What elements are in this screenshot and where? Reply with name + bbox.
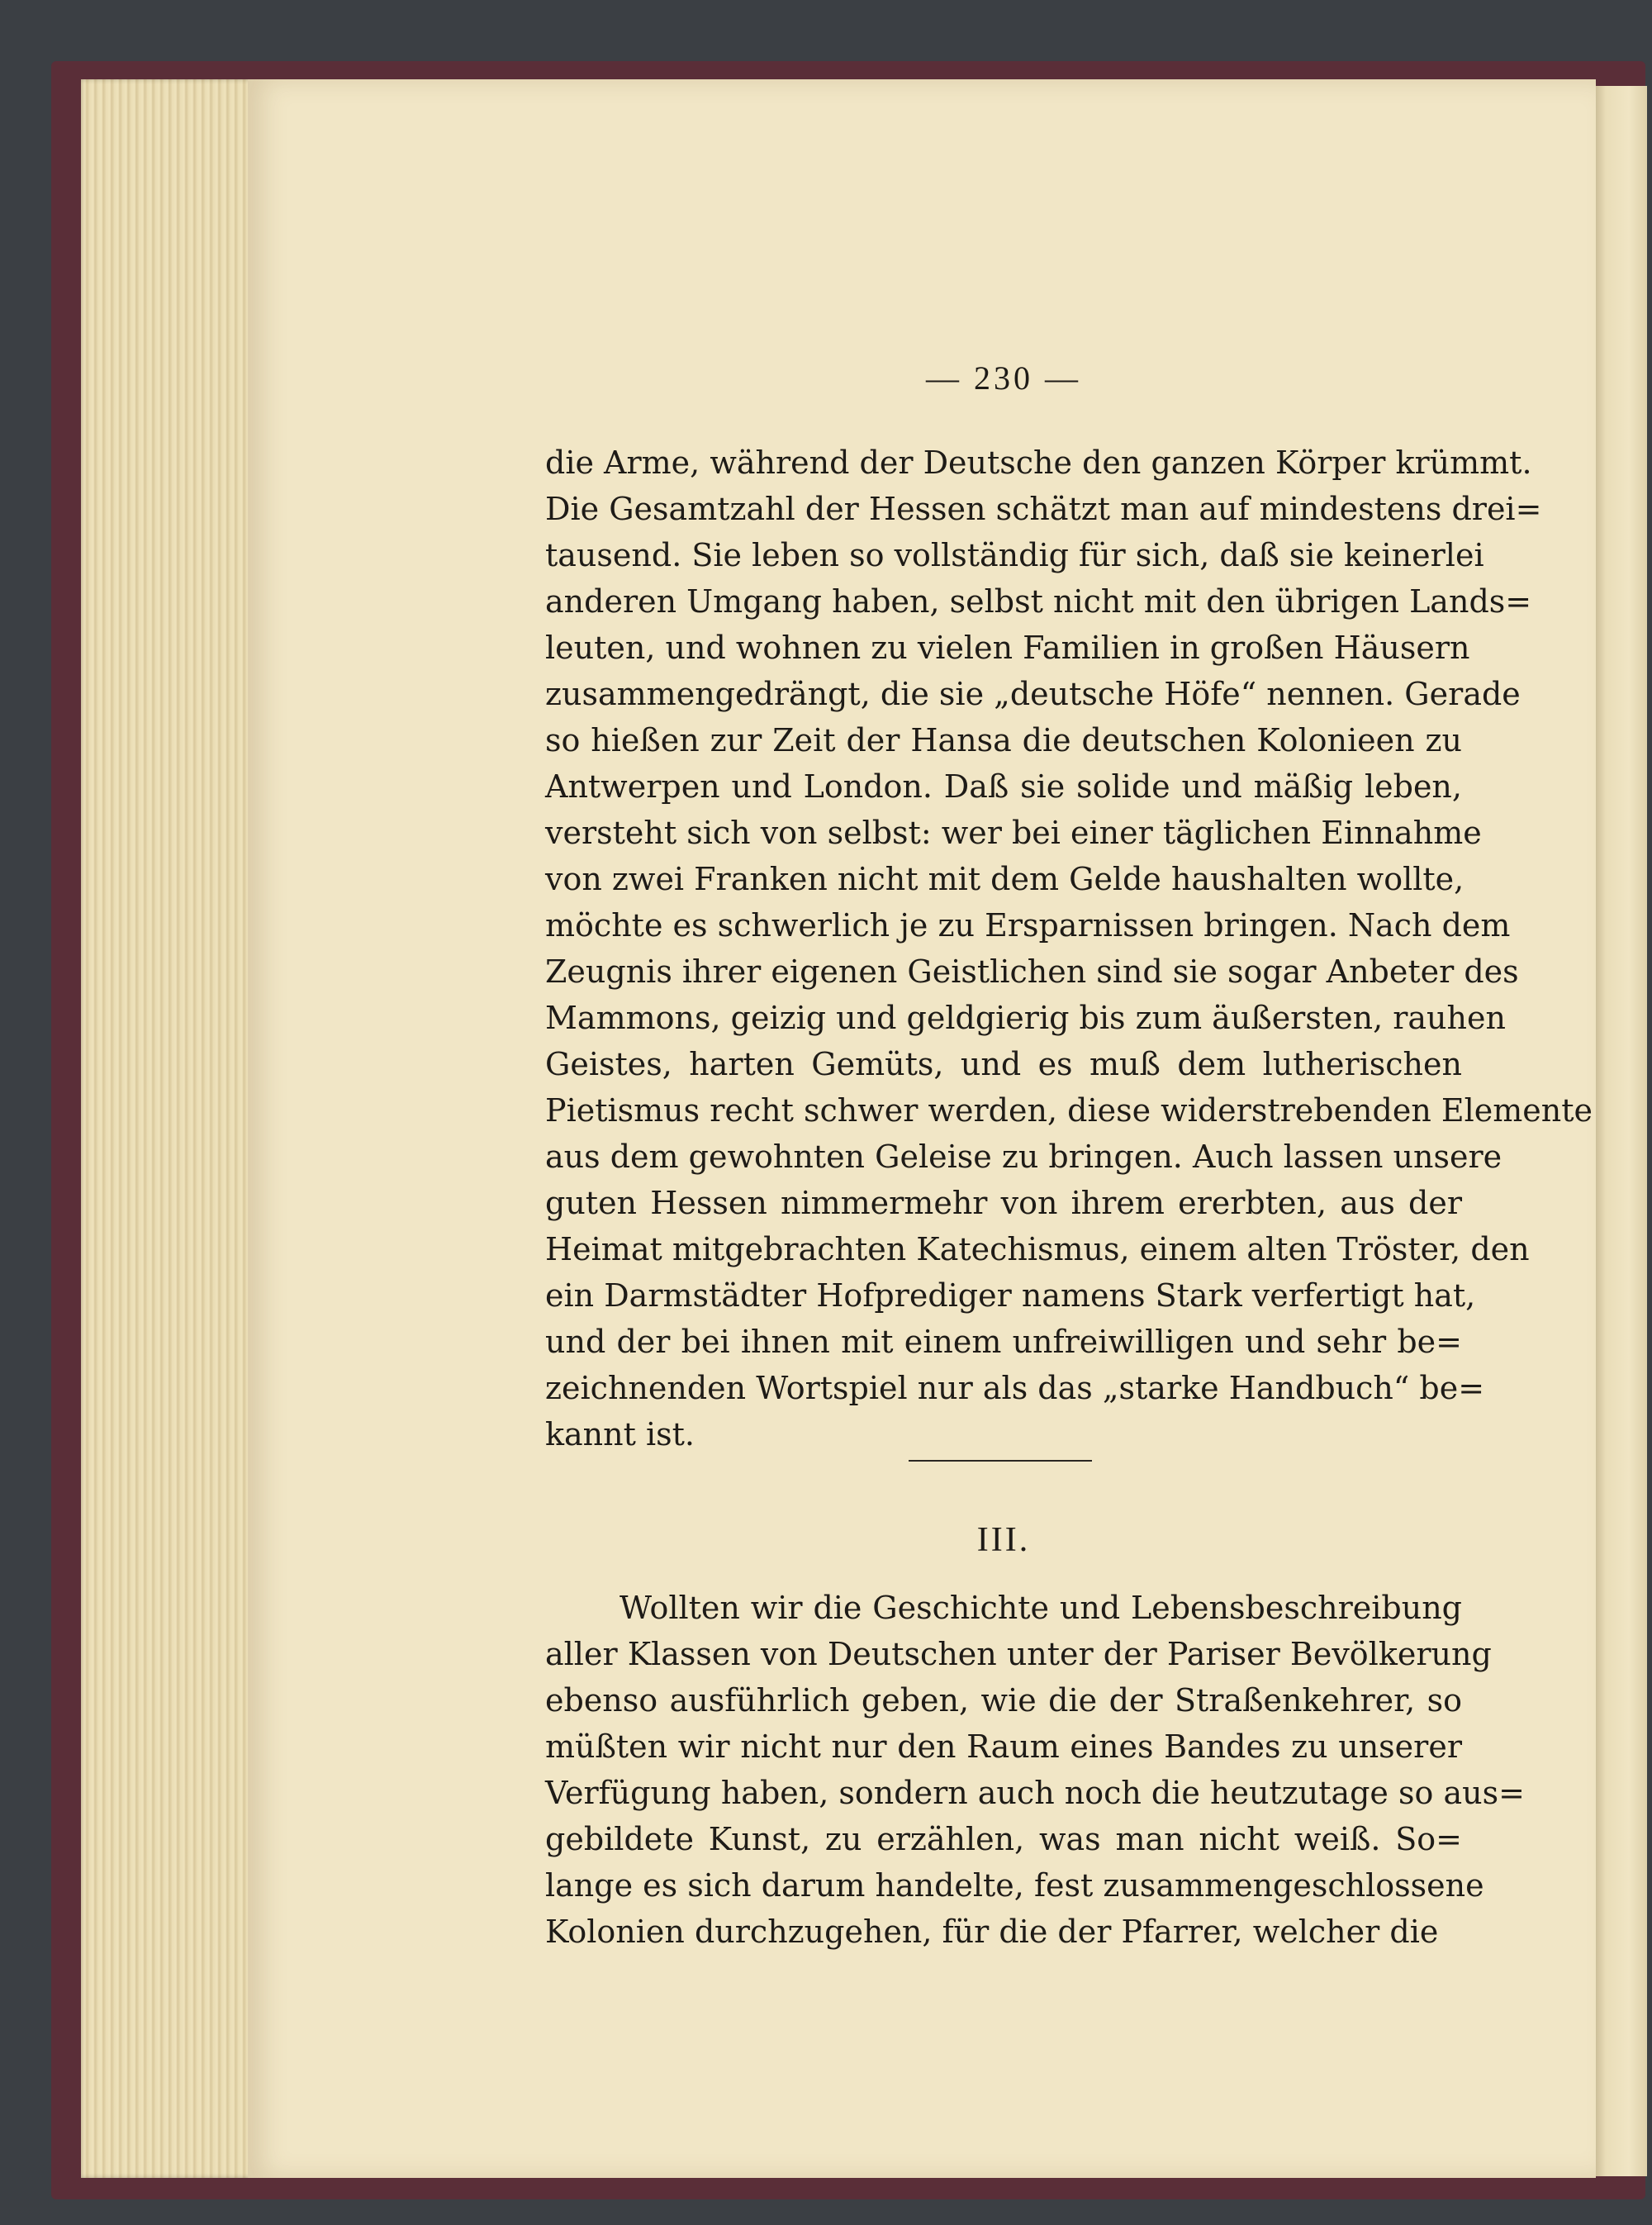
text-line: ebenso ausführlich geben, wie die der Straßenkehrer, so <box>545 1682 1462 1719</box>
text-line: so hießen zur Zeit der Hansa die deutschen Kolonieen zu <box>545 722 1462 758</box>
text-line: und der bei ihnen mit einem unfreiwilligen und sehr be= <box>545 1324 1462 1360</box>
text-line: aus dem gewohnten Geleise zu bringen. Auch lassen unsere <box>545 1139 1502 1175</box>
text-line: ein Darmstädter Hofprediger namens Stark verfertigt hat, <box>545 1277 1476 1314</box>
text-line: kannt ist. <box>545 1416 695 1452</box>
text-line: aller Klassen von Deutschen unter der Pariser Bevölkerung <box>545 1636 1492 1672</box>
text-line: zeichnenden Wortspiel nur als das „starke Handbuch“ be= <box>545 1370 1485 1406</box>
text-line: Die Gesamtzahl der Hessen schätzt man auf mindestens drei= <box>545 491 1542 527</box>
page-number: — 230 — <box>926 359 1081 397</box>
book-page <box>248 79 1596 2178</box>
text-line: möchte es schwerlich je zu Ersparnissen bringen. Nach dem <box>545 907 1511 944</box>
text-line: versteht sich von selbst: wer bei einer täglichen Einnahme <box>545 815 1482 851</box>
section-divider-rule <box>909 1460 1092 1462</box>
text-line: Geistes, harten Gemüts, und es muß dem lutherischen <box>545 1046 1462 1082</box>
text-line: zusammengedrängt, die sie „deutsche Höfe“ nennen. Gerade <box>545 676 1521 712</box>
text-line: lange es sich darum handelte, fest zusammengeschlossene <box>545 1867 1484 1904</box>
text-line: gebildete Kunst, zu erzählen, was man nicht weiß. So= <box>545 1821 1462 1857</box>
text-line: leuten, und wohnen zu vielen Familien in großen Häusern <box>545 630 1470 666</box>
text-line: Antwerpen und London. Daß sie solide und mäßig leben, <box>545 768 1462 805</box>
text-line: Zeugnis ihrer eigenen Geistlichen sind sie sogar Anbeter des <box>545 953 1519 990</box>
facing-page-edge <box>1596 86 1647 2176</box>
text-line: Mammons, geizig und geldgierig bis zum äußersten, rauhen <box>545 1000 1506 1036</box>
text-line: von zwei Franken nicht mit dem Gelde haushalten wollte, <box>545 861 1464 897</box>
page-edges-stack <box>81 79 256 2178</box>
text-line: Pietismus recht schwer werden, diese widerstrebenden Elemente <box>545 1092 1593 1129</box>
text-line: guten Hessen nimmermehr von ihrem ererbten, aus der <box>545 1185 1462 1221</box>
text-line: Verfügung haben, sondern auch noch die heutzutage so aus= <box>545 1775 1525 1811</box>
section-heading: III. <box>976 1521 1031 1559</box>
paragraph-one <box>545 440 1593 1457</box>
text-line: Heimat mitgebrachten Katechismus, einem alten Tröster, den <box>545 1231 1530 1267</box>
text-line: die Arme, während der Deutsche den ganzen Körper krümmt. <box>545 445 1532 481</box>
paragraph-two <box>545 1585 1525 1955</box>
text-line: anderen Umgang haben, selbst nicht mit den übrigen Lands= <box>545 583 1532 620</box>
text-line: Wollten wir die Geschichte und Lebensbeschreibung <box>620 1590 1462 1626</box>
text-line: müßten wir nicht nur den Raum eines Bandes zu unserer <box>545 1728 1462 1765</box>
text-line: Kolonien durchzugehen, für die der Pfarrer, welcher die <box>545 1914 1439 1950</box>
text-line: tausend. Sie leben so vollständig für sich, daß sie keinerlei <box>545 537 1484 573</box>
